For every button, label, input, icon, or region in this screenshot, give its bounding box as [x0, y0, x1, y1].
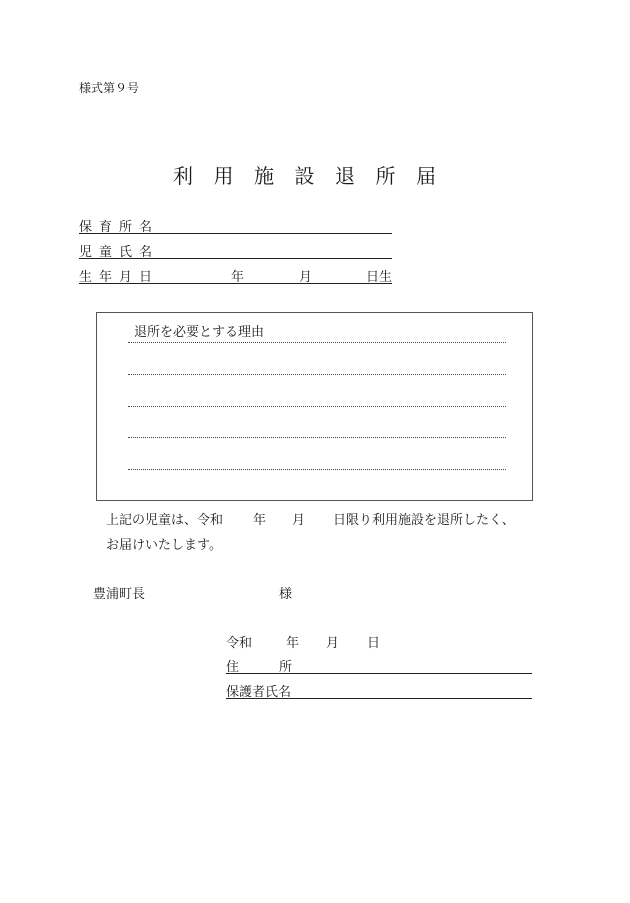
nursery-name-label: 保育所名 — [79, 220, 160, 235]
reason-line — [128, 469, 506, 470]
form-number: 様式第９号 — [79, 81, 140, 95]
address-label-2: 所 — [279, 660, 293, 675]
address-field[interactable] — [226, 656, 532, 674]
signature-era: 令和 — [226, 636, 253, 651]
nursery-name-field[interactable] — [79, 216, 392, 234]
reason-box[interactable] — [96, 312, 533, 501]
child-name-field[interactable] — [79, 241, 392, 259]
address-label-1: 住 — [226, 660, 240, 675]
statement-year-unit: 年 — [253, 513, 267, 528]
birth-day-unit: 日生 — [366, 270, 393, 285]
statement-month-unit: 月 — [292, 513, 306, 528]
title-char: 利 — [173, 164, 193, 188]
title-char: 施 — [254, 164, 274, 188]
reason-line — [128, 437, 506, 438]
statement-prefix: 上記の児童は、令和 — [106, 513, 224, 528]
title-char: 退 — [335, 164, 355, 188]
signature-day-unit: 日 — [367, 636, 381, 651]
form-title — [173, 160, 457, 189]
title-char: 届 — [416, 164, 436, 188]
statement-suffix: 日限り利用施設を退所したく、 — [333, 513, 515, 528]
birth-year-unit: 年 — [231, 270, 245, 285]
guardian-name-field[interactable] — [226, 681, 532, 699]
title-char: 設 — [294, 164, 315, 188]
recipient-name: 豊浦町長 — [93, 587, 146, 602]
signature-year-unit: 年 — [286, 636, 300, 651]
signature-month-unit: 月 — [326, 636, 340, 651]
birth-date-field[interactable] — [79, 266, 392, 284]
reason-line — [128, 374, 506, 375]
statement-line-2: お届けいたします。 — [106, 538, 222, 553]
child-name-label: 児童氏名 — [79, 245, 160, 260]
birth-month-unit: 月 — [299, 270, 313, 285]
title-char: 用 — [213, 164, 234, 188]
recipient-honorific: 様 — [279, 587, 293, 602]
reason-title: 退所を必要とする理由 — [134, 325, 265, 340]
birth-date-label: 生年月日 — [79, 270, 160, 285]
reason-line — [128, 406, 506, 407]
title-char: 所 — [375, 164, 396, 188]
guardian-name-label: 保護者氏名 — [226, 685, 292, 700]
reason-line — [128, 342, 506, 343]
